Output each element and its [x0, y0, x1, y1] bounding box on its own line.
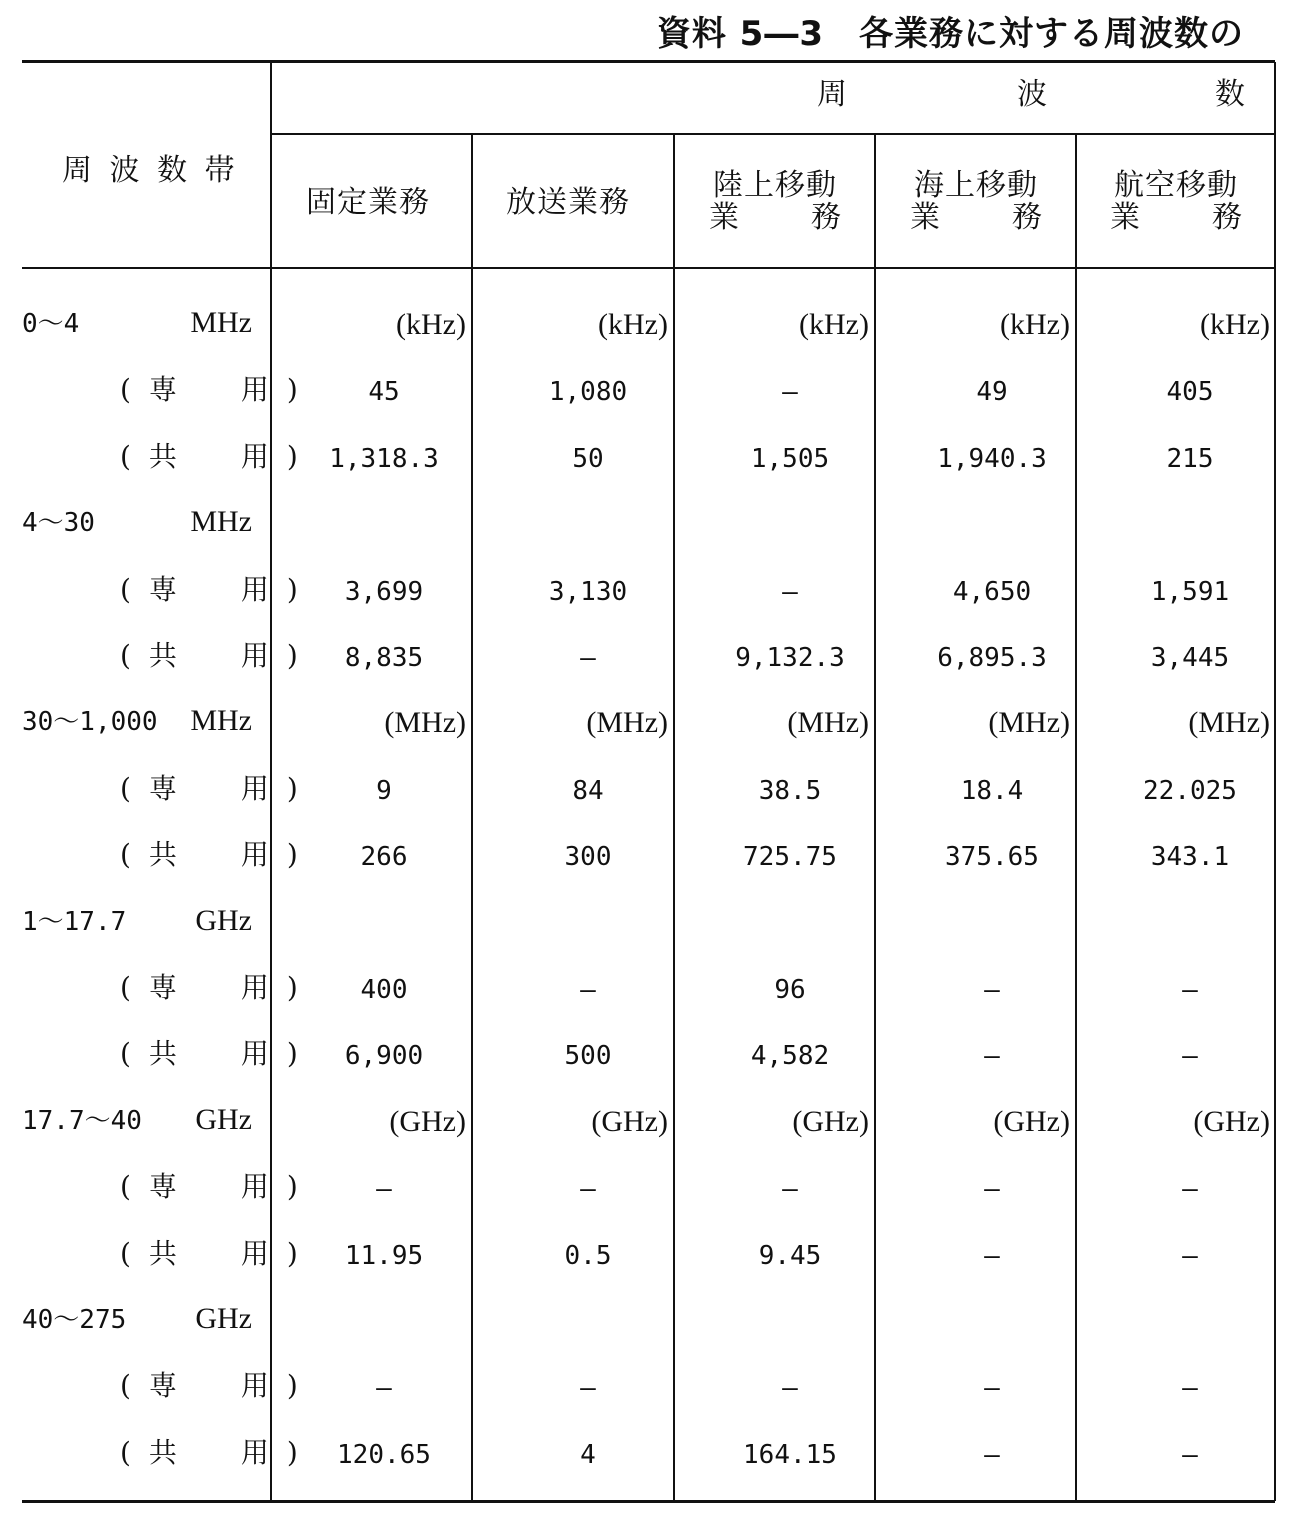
table-cell: —	[1182, 1041, 1198, 1072]
group-header-char: 波	[1017, 77, 1051, 112]
column-header-aeronautical-mobile	[1110, 170, 1242, 234]
table-cell: 6,895.3	[937, 643, 1047, 673]
cell-unit: (GHz)	[389, 1104, 466, 1138]
cell-unit: (kHz)	[799, 308, 869, 341]
table-cell: —	[580, 643, 596, 673]
cell-unit: (kHz)	[1200, 308, 1270, 341]
band-range: 17.7〜40	[22, 1105, 142, 1136]
row-label: (専 用)	[120, 771, 316, 805]
column-header-char: 務	[1012, 200, 1042, 235]
table-cell: —	[984, 1041, 1000, 1072]
column-header-char: 業	[910, 200, 940, 235]
table-cell: 1,080	[548, 377, 628, 408]
band-range: 0〜4	[22, 309, 80, 339]
table-cell: —	[984, 975, 1000, 1005]
cell-unit: (GHz)	[792, 1104, 869, 1138]
group-header-char: 周	[817, 77, 851, 112]
table-cell: 725.75	[743, 842, 837, 873]
table-cell: 8,835	[344, 643, 424, 673]
table-cell: —	[1182, 1240, 1198, 1271]
table-cell: 164.15	[743, 1439, 837, 1470]
header-group-rule	[272, 133, 1275, 135]
table-cell: —	[1182, 1373, 1198, 1404]
table-cell: 45	[368, 377, 400, 408]
table-cell: 1,318.3	[329, 443, 439, 474]
band-range: 30〜1,000	[22, 707, 158, 738]
band-range: 4〜30	[22, 508, 95, 539]
table-cell: 18.4	[960, 775, 1024, 806]
column-header-broadcast: 放送業務	[506, 185, 630, 220]
table-cell: 4	[580, 1439, 596, 1470]
table-cell: 6,900	[344, 1041, 424, 1072]
table-cell: —	[782, 377, 798, 408]
column-header-char: 業	[1110, 200, 1140, 235]
table-cell: 49	[976, 377, 1008, 408]
table-cell: 266	[360, 842, 408, 873]
table-cell: 50	[572, 443, 604, 474]
table-cell: 3,699	[344, 576, 424, 607]
header-bottom-rule	[22, 267, 1275, 269]
column-header-char: 務	[1212, 200, 1242, 235]
table-cell: —	[984, 1439, 1000, 1470]
cell-unit: (kHz)	[1000, 308, 1070, 341]
column-header-line: 陸上移動	[713, 168, 837, 203]
table-cell: 9,132.3	[735, 643, 845, 673]
column-divider	[673, 134, 675, 1501]
table-cell: —	[376, 1174, 392, 1205]
cell-unit: (GHz)	[1193, 1104, 1270, 1138]
table-cell: —	[782, 576, 798, 607]
column-header-char: 業	[709, 200, 739, 235]
table-cell: 1,505	[750, 443, 830, 474]
table-cell: —	[580, 1174, 596, 1205]
cell-unit: (GHz)	[993, 1104, 1070, 1138]
row-label: (専 用)	[120, 1170, 316, 1204]
group-header-char: 数	[1215, 77, 1249, 112]
table-cell: 3,445	[1150, 643, 1230, 673]
table-cell: 1,591	[1150, 576, 1230, 607]
table-cell: 84	[572, 775, 604, 806]
column-header-line: 航空移動	[1114, 168, 1238, 203]
table-cell: —	[782, 1174, 798, 1205]
cell-unit: (MHz)	[1188, 706, 1270, 740]
band-unit: MHz	[190, 306, 252, 339]
table-cell: —	[1182, 1174, 1198, 1205]
column-header-fixed: 固定業務	[306, 185, 430, 220]
table-cell: 9	[376, 775, 392, 806]
cell-unit: (kHz)	[396, 308, 466, 341]
band-unit: GHz	[195, 903, 252, 937]
table-cell: 11.95	[344, 1240, 424, 1271]
table-cell: 4,582	[750, 1041, 830, 1072]
row-label: (共 用)	[120, 1236, 316, 1270]
table-cell: 300	[564, 842, 612, 873]
table-cell: 120.65	[337, 1439, 431, 1470]
table-cell: 343.1	[1150, 842, 1230, 873]
column-header-line: 海上移動	[914, 168, 1038, 203]
table-cell: 9.45	[758, 1240, 822, 1271]
column-divider	[1075, 134, 1077, 1501]
table-cell: —	[580, 1373, 596, 1404]
table-cell: —	[984, 1373, 1000, 1404]
table-cell: 500	[564, 1041, 612, 1072]
cell-unit: (MHz)	[586, 706, 668, 740]
row-label: (専 用)	[120, 1369, 316, 1403]
band-range: 1〜17.7	[22, 906, 127, 937]
row-label: (共 用)	[120, 439, 316, 473]
table-bottom-rule	[22, 1500, 1275, 1503]
band-unit: MHz	[190, 704, 252, 738]
table-cell: 0.5	[564, 1240, 612, 1271]
band-unit: MHz	[190, 505, 252, 539]
row-label: (専 用)	[120, 572, 316, 606]
table-cell: —	[782, 1373, 798, 1404]
column-divider	[471, 134, 473, 1501]
band-unit: GHz	[195, 1102, 252, 1136]
column-header-maritime-mobile	[910, 170, 1042, 234]
row-label: (共 用)	[120, 1037, 316, 1071]
table-cell: 400	[360, 975, 408, 1005]
table-cell: 1,940.3	[937, 443, 1047, 474]
row-label: (共 用)	[120, 838, 316, 872]
column-header-char: 務	[811, 200, 841, 235]
cell-unit: (MHz)	[787, 706, 869, 740]
table-cell: —	[984, 1240, 1000, 1271]
table-cell: 38.5	[758, 775, 822, 806]
row-label: (共 用)	[120, 639, 316, 672]
row-label: (専 用)	[120, 971, 316, 1004]
column-header-land-mobile	[709, 170, 841, 234]
band-column-header: 周 波 数 帯	[62, 153, 239, 188]
cell-unit: (MHz)	[988, 706, 1070, 740]
column-divider	[874, 134, 876, 1501]
table-cell: —	[984, 1174, 1000, 1205]
table-cell: 3,130	[548, 576, 628, 607]
table-cell: 22.025	[1143, 775, 1237, 806]
cell-unit: (GHz)	[591, 1104, 668, 1138]
table-cell: 215	[1166, 443, 1214, 474]
table-cell: —	[580, 975, 596, 1005]
table-cell: 375.65	[945, 842, 1039, 873]
cell-unit: (MHz)	[384, 706, 466, 740]
row-label: (共 用)	[120, 1435, 316, 1469]
table-top-rule	[22, 60, 1275, 63]
table-cell: —	[1182, 975, 1198, 1005]
table-cell: 405	[1166, 377, 1214, 408]
table-cell: —	[1182, 1439, 1198, 1470]
row-label: (専 用)	[120, 373, 316, 407]
cell-unit: (kHz)	[598, 308, 668, 341]
band-unit: GHz	[195, 1302, 252, 1335]
table-cell: —	[376, 1373, 392, 1404]
band-range: 40〜275	[22, 1305, 127, 1335]
document-title: 資料 5―3 各業務に対する周波数の	[656, 14, 1244, 54]
table-cell: 4,650	[952, 576, 1032, 607]
table-cell: 96	[774, 975, 806, 1005]
